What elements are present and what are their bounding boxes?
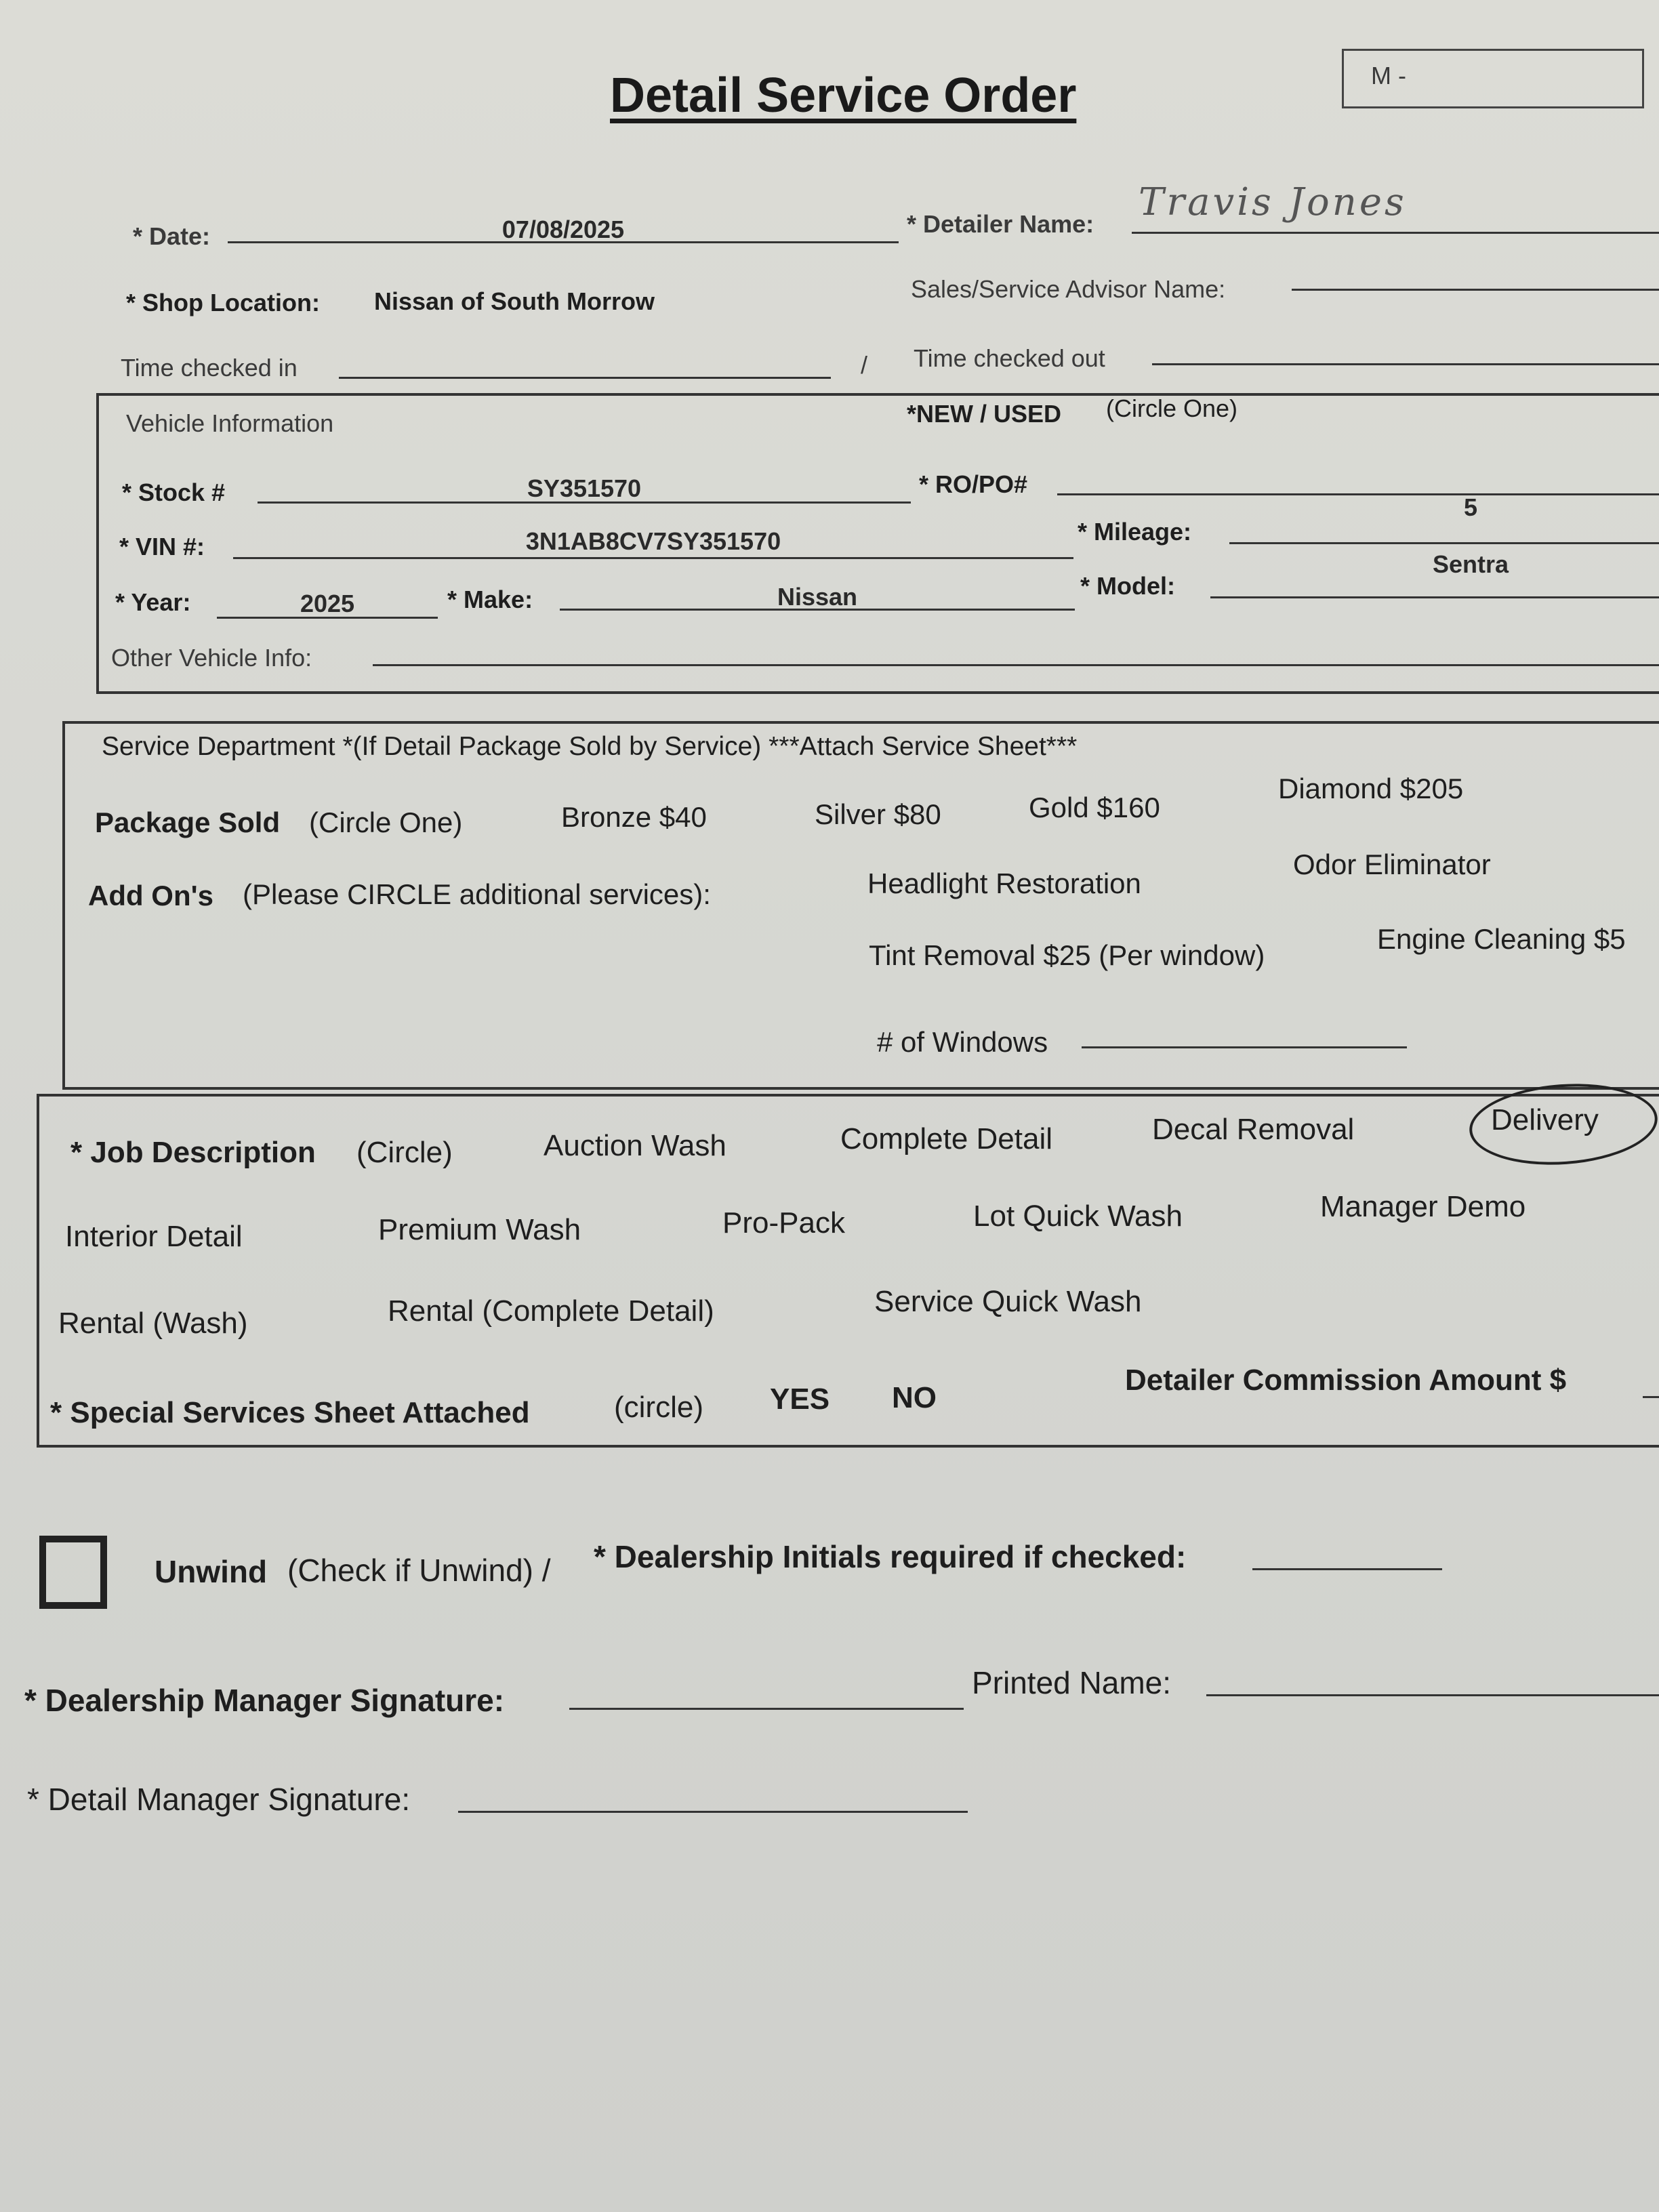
year-label: * Year:	[115, 588, 191, 616]
add-ons-label: Add On's	[88, 880, 213, 912]
printed-name-line[interactable]	[1206, 1694, 1659, 1696]
job-lot-quick-wash[interactable]: Lot Quick Wash	[973, 1200, 1183, 1233]
vin-label: * VIN #:	[119, 533, 205, 560]
time-in-line[interactable]	[339, 377, 831, 379]
date-value: 07/08/2025	[501, 216, 625, 243]
windows-count-label: # of Windows	[877, 1026, 1048, 1058]
job-delivery[interactable]: Delivery	[1491, 1103, 1599, 1136]
m-number-label: M -	[1371, 62, 1406, 89]
new-used-label[interactable]: *NEW / USED	[907, 400, 1062, 428]
detail-manager-signature-line[interactable]	[458, 1811, 968, 1813]
package-diamond[interactable]: Diamond $205	[1278, 773, 1464, 804]
package-sold-label: Package Sold	[95, 806, 281, 838]
model-value: Sentra	[1432, 550, 1509, 578]
mileage-label: * Mileage:	[1078, 518, 1192, 546]
special-services-label: * Special Services Sheet Attached	[50, 1396, 530, 1429]
package-gold[interactable]: Gold $160	[1029, 792, 1160, 823]
job-service-quick-wash[interactable]: Service Quick Wash	[874, 1285, 1142, 1318]
model-line[interactable]	[1210, 596, 1659, 598]
detailer-signature: Travis Jones	[1139, 180, 1407, 224]
package-bronze[interactable]: Bronze $40	[561, 801, 707, 833]
other-vehicle-info-line[interactable]	[373, 664, 1659, 666]
addon-engine-cleaning[interactable]: Engine Cleaning $5	[1377, 923, 1626, 955]
addon-odor-eliminator[interactable]: Odor Eliminator	[1293, 848, 1491, 880]
package-sold-note: (Circle One)	[309, 806, 463, 838]
detail-manager-signature-label: * Detail Manager Signature:	[27, 1782, 411, 1817]
mileage-line[interactable]	[1229, 542, 1659, 544]
special-services-yes[interactable]: YES	[770, 1382, 830, 1416]
unwind-note: (Check if Unwind) /	[287, 1553, 551, 1588]
special-services-no[interactable]: NO	[892, 1381, 937, 1414]
dealership-manager-signature-label: * Dealership Manager Signature:	[24, 1683, 505, 1718]
detailer-name-line[interactable]	[1132, 232, 1659, 234]
special-services-note: (circle)	[614, 1391, 703, 1424]
time-slash: /	[861, 351, 868, 379]
dealership-manager-signature-line[interactable]	[569, 1708, 964, 1710]
year-value: 2025	[300, 590, 355, 617]
time-out-label: Time checked out	[914, 344, 1105, 372]
job-manager-demo[interactable]: Manager Demo	[1320, 1190, 1526, 1223]
advisor-name-label: Sales/Service Advisor Name:	[911, 275, 1226, 303]
date-label: * Date:	[133, 222, 211, 250]
make-value: Nissan	[777, 583, 858, 611]
windows-count-line[interactable]	[1082, 1046, 1407, 1048]
detailer-name-label: * Detailer Name:	[907, 210, 1094, 238]
printed-name-label: Printed Name:	[972, 1665, 1172, 1700]
job-rental-wash[interactable]: Rental (Wash)	[58, 1307, 248, 1340]
shop-location-value: Nissan of South Morrow	[374, 287, 655, 315]
stock-value: SY351570	[527, 474, 642, 502]
job-description-note: (Circle)	[356, 1136, 453, 1169]
unwind-initials-label: * Dealership Initials required if checked:	[594, 1539, 1187, 1574]
other-vehicle-info-label: Other Vehicle Info:	[111, 644, 312, 672]
add-ons-note: (Please CIRCLE additional services):	[243, 878, 711, 910]
make-label: * Make:	[447, 586, 533, 613]
job-auction-wash[interactable]: Auction Wash	[544, 1129, 726, 1162]
model-label: * Model:	[1080, 572, 1175, 600]
detailer-commission-line[interactable]	[1643, 1396, 1659, 1398]
unwind-checkbox[interactable]	[39, 1536, 107, 1609]
job-decal-removal[interactable]: Decal Removal	[1152, 1113, 1355, 1146]
time-out-line[interactable]	[1152, 363, 1659, 365]
package-silver[interactable]: Silver $80	[815, 798, 941, 830]
job-rental-complete-detail[interactable]: Rental (Complete Detail)	[388, 1294, 714, 1328]
vehicle-info-label: Vehicle Information	[126, 409, 334, 437]
job-premium-wash[interactable]: Premium Wash	[378, 1213, 581, 1246]
vin-line[interactable]	[233, 557, 1073, 559]
addon-tint-removal[interactable]: Tint Removal $25 (Per window)	[869, 939, 1265, 971]
job-pro-pack[interactable]: Pro-Pack	[722, 1206, 845, 1240]
service-department-label: Service Department *(If Detail Package Sold by Service) ***Attach Service Sheet***	[102, 732, 1078, 761]
addon-headlight-restoration[interactable]: Headlight Restoration	[867, 867, 1141, 899]
ro-po-line[interactable]	[1057, 493, 1659, 495]
detailer-commission-label: Detailer Commission Amount $	[1125, 1364, 1567, 1397]
job-description-label: * Job Description	[70, 1136, 316, 1169]
job-complete-detail[interactable]: Complete Detail	[840, 1122, 1053, 1155]
job-interior-detail[interactable]: Interior Detail	[65, 1220, 243, 1253]
ro-po-label: * RO/PO#	[919, 470, 1028, 498]
page-title: Detail Service Order	[610, 68, 1077, 123]
vin-value: 3N1AB8CV7SY351570	[525, 527, 781, 555]
unwind-label: Unwind	[155, 1554, 268, 1589]
stock-label: * Stock #	[122, 478, 226, 506]
time-in-label: Time checked in	[121, 354, 298, 382]
new-used-note: (Circle One)	[1106, 394, 1238, 422]
shop-location-label: * Shop Location:	[126, 289, 320, 316]
advisor-name-line[interactable]	[1292, 289, 1659, 291]
m-number-box[interactable]	[1342, 49, 1644, 108]
unwind-initials-line[interactable]	[1252, 1568, 1442, 1570]
mileage-value: 5	[1463, 493, 1478, 521]
